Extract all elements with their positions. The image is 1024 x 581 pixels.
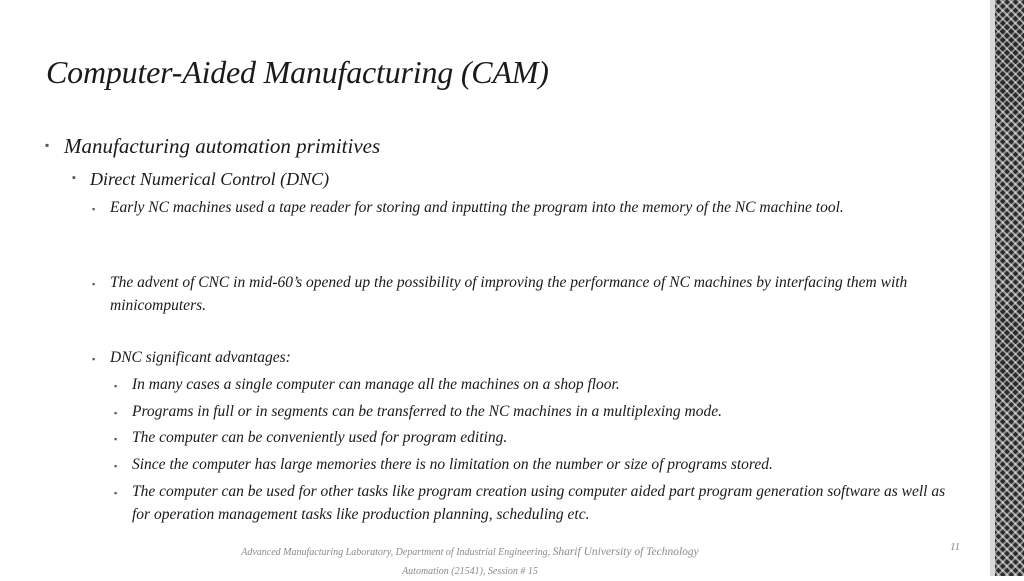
bullet-square-icon: ▪ xyxy=(114,488,118,498)
bullet-square-icon: ▪ xyxy=(92,354,96,364)
bullet-text: The computer can be used for other tasks like program creation using computer aided part program generation software as well as for operation management tasks like production planning, scheduling etc. xyxy=(132,483,946,523)
bullet-square-icon: ▪ xyxy=(114,381,118,391)
bullet-text: In many cases a single computer can manage all the machines on a shop floor. xyxy=(132,376,620,393)
bullet-text: Early NC machines used a tape reader for storing and inputting the program into the memory of the NC machine tool. xyxy=(110,199,844,216)
bullet-level3 xyxy=(92,197,960,220)
bullet-square-icon: ▪ xyxy=(114,434,118,444)
bullet-text: Direct Numerical Control (DNC) xyxy=(90,169,330,189)
bullet-text: Since the computer has large memories there is no limitation on the number or size of programs stored. xyxy=(132,456,773,473)
page-number: 11 xyxy=(950,541,961,553)
bullet-square-icon: ▪ xyxy=(72,172,76,184)
bullet-level2 xyxy=(72,169,330,190)
bullet-square-icon: ▪ xyxy=(114,408,118,418)
footer-lab: Advanced Manufacturing Laboratory, Department of Industrial Engineering, xyxy=(241,547,553,558)
footer-university: Sharif University of Technology xyxy=(552,546,699,558)
bullet-text: DNC significant advantages: xyxy=(110,349,291,366)
bullet-square-icon: ▪ xyxy=(114,461,118,471)
bullet-level4 xyxy=(114,401,967,424)
bullet-square-icon: ▪ xyxy=(92,279,96,289)
bullet-level4 xyxy=(114,427,967,450)
bullet-text: The advent of CNC in mid-60’s opened up the possibility of improving the performance of NC machines by interfacing them with minicomputers. xyxy=(110,274,908,314)
border-edge xyxy=(990,0,995,576)
slide-footer xyxy=(200,543,740,581)
decorative-border xyxy=(990,0,1024,576)
footer-line-1 xyxy=(200,543,740,562)
bullet-level4 xyxy=(114,454,967,477)
footer-line-2: Automation (21541), Session # 15 xyxy=(402,566,538,577)
bullet-text: Manufacturing automation primitives xyxy=(64,134,381,158)
bullet-level1 xyxy=(45,134,381,159)
bullet-text: The computer can be conveniently used for program editing. xyxy=(132,429,508,446)
bullet-level4 xyxy=(114,374,967,397)
bullet-square-icon: ▪ xyxy=(92,204,96,214)
bullet-level4 xyxy=(114,481,967,526)
bullet-text: Programs in full or in segments can be transferred to the NC machines in a multiplexing mode. xyxy=(132,403,722,420)
slide-title: Computer-Aided Manufacturing (CAM) xyxy=(46,54,549,90)
bullet-level3 xyxy=(92,347,960,370)
bullet-level3 xyxy=(92,272,960,317)
bullet-square-icon: ▪ xyxy=(45,138,50,152)
